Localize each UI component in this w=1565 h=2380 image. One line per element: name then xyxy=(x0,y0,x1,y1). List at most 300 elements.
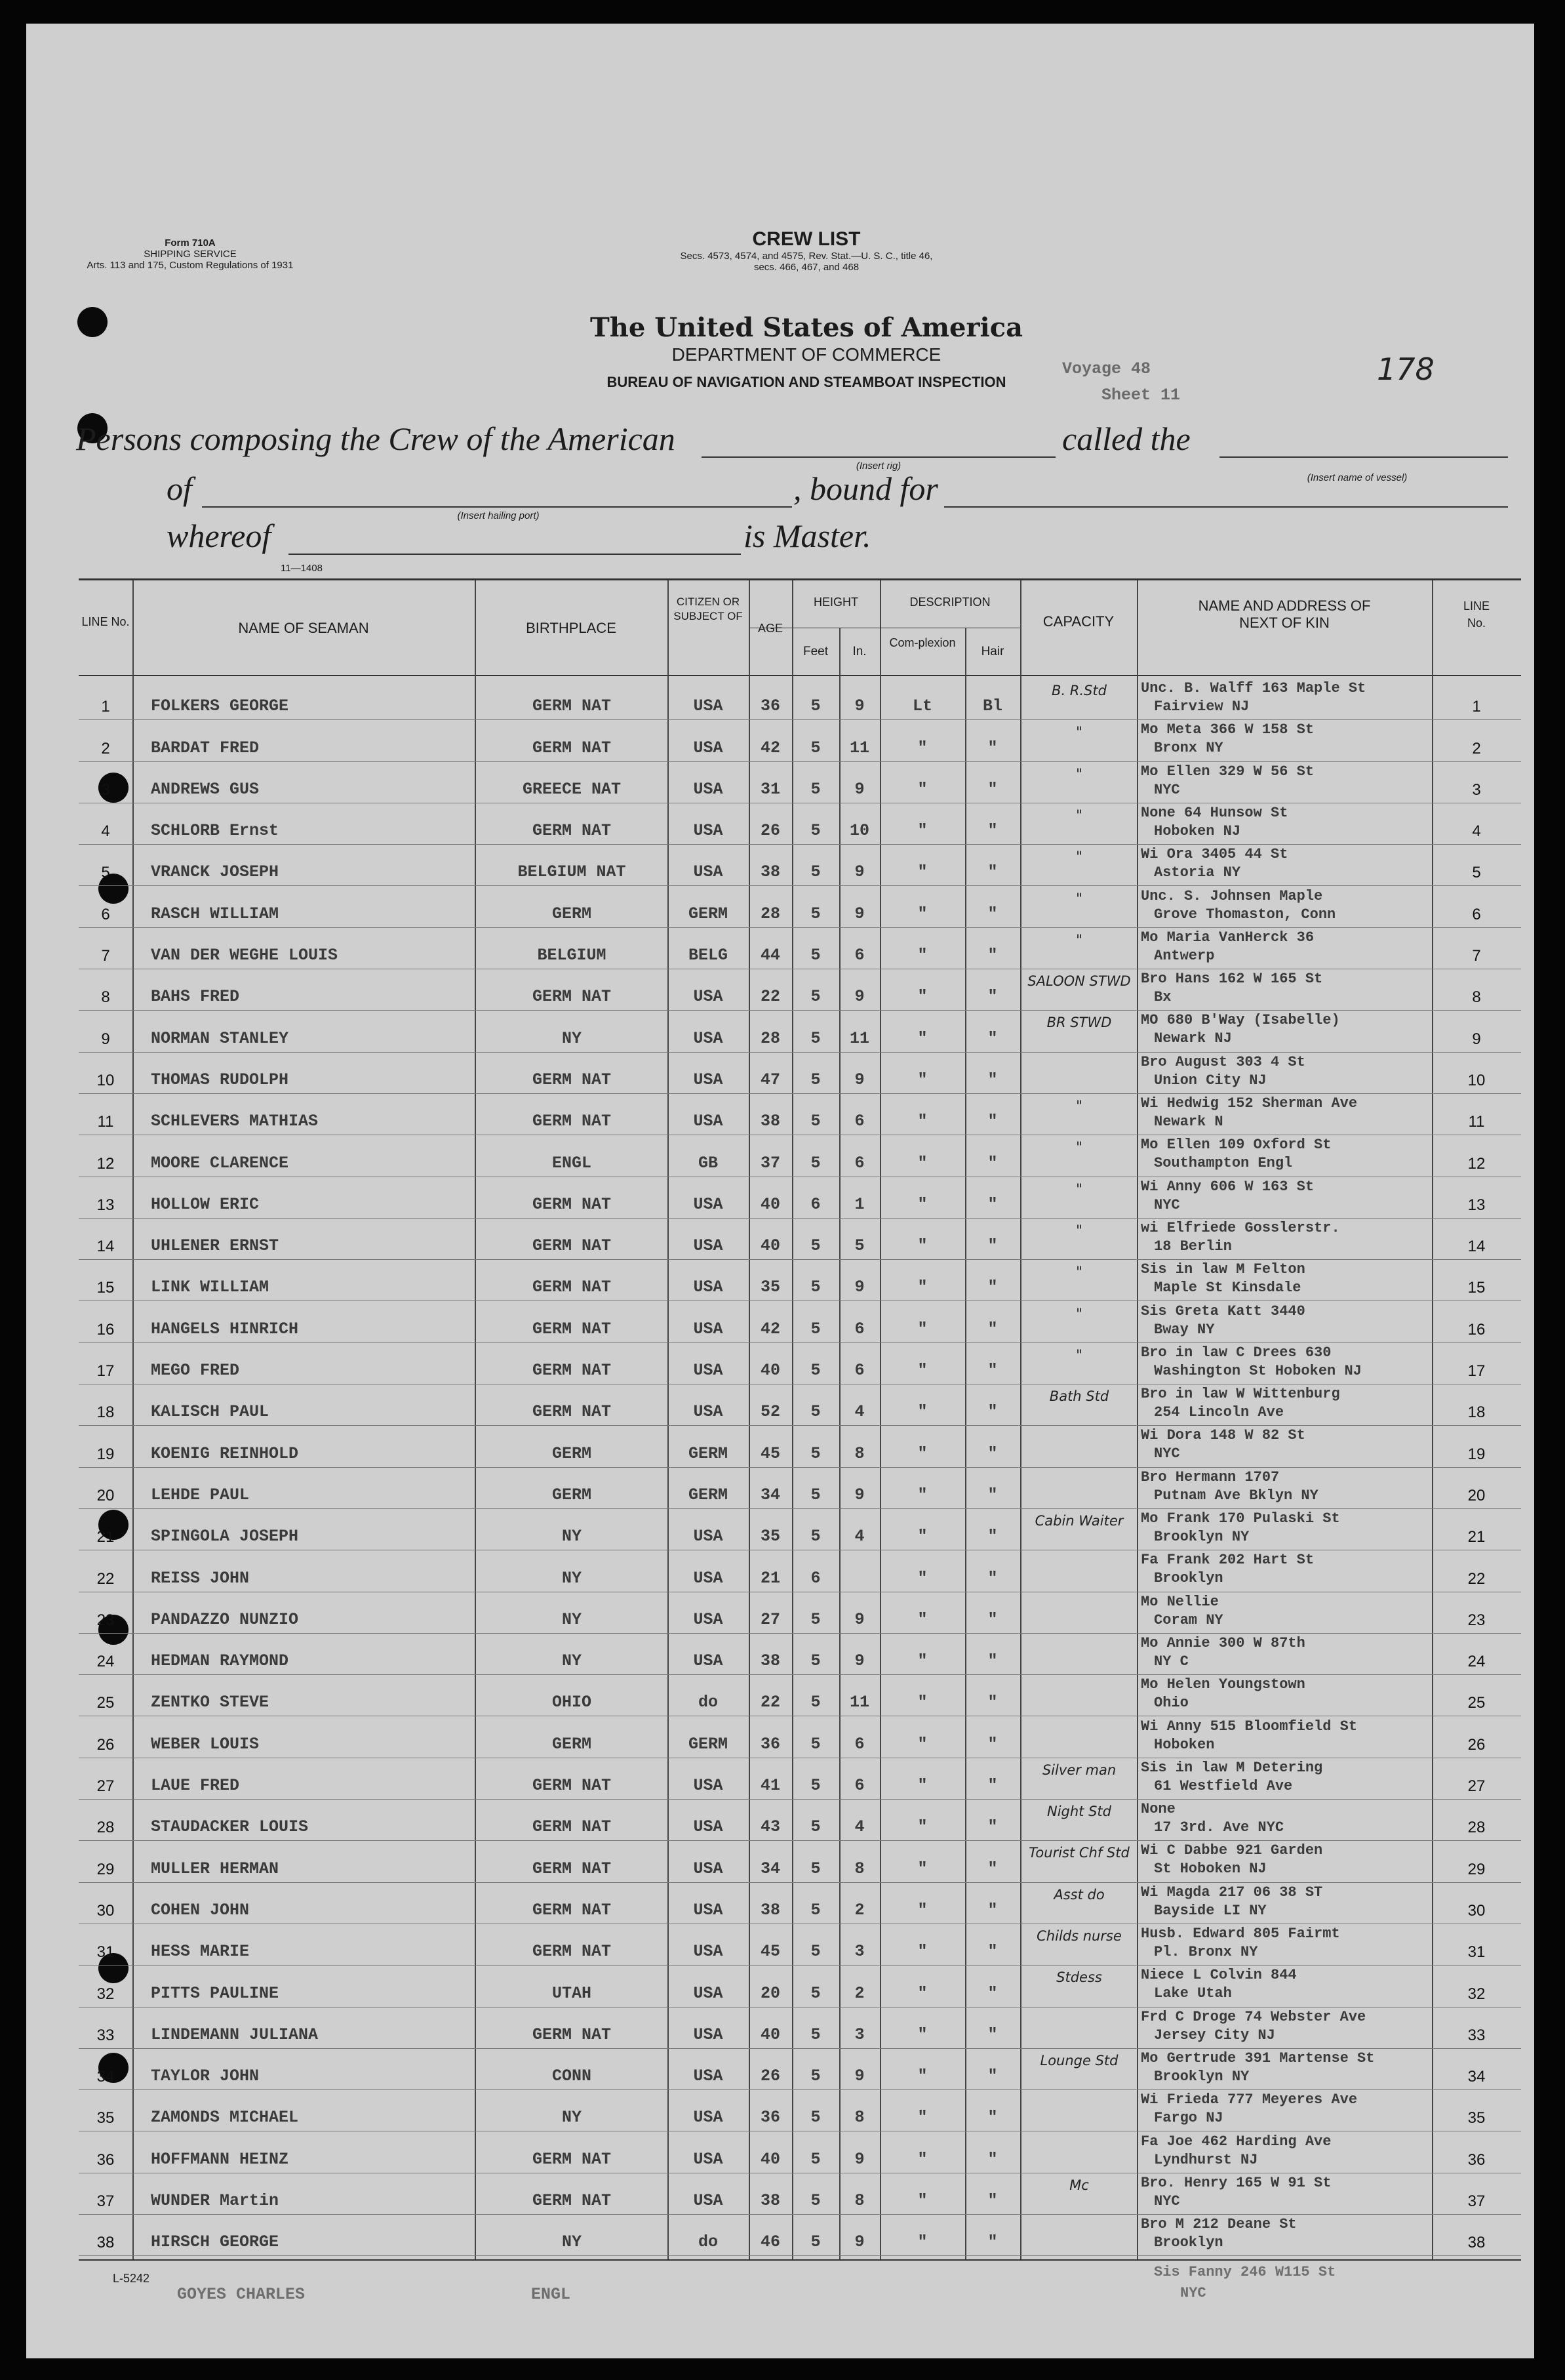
preamble-line2-b: , bound for xyxy=(793,470,938,507)
table-row xyxy=(79,1509,1521,1550)
cell-cap: Asst do xyxy=(1054,1886,1105,1903)
cell-birth: NY xyxy=(561,1651,582,1671)
line-number: 37 xyxy=(96,2192,115,2211)
cell-kin-line2: NYC xyxy=(1154,1445,1180,1462)
cell-kin-line2: Grove Thomaston, Conn xyxy=(1154,906,1336,923)
cell-kin-line1: Niece L Colvin 844 xyxy=(1141,1967,1297,1984)
cell-kin-line1: Unc. S. Johnsen Maple xyxy=(1141,887,1323,904)
line-number-right: 32 xyxy=(1467,1985,1486,2003)
cell-birth: NY xyxy=(561,1609,582,1629)
cell-age: 42 xyxy=(760,1319,780,1339)
cell-cit: USA xyxy=(693,1236,723,1256)
header-feet: Feet xyxy=(802,645,829,658)
cell-cit: USA xyxy=(693,1942,723,1962)
cell-in: 4 xyxy=(854,1527,865,1546)
cell-cit: USA xyxy=(693,1028,723,1048)
cell-hair: " xyxy=(987,862,998,882)
cell-birth: GERM NAT xyxy=(532,1278,612,1297)
line-number-right: 28 xyxy=(1467,1819,1486,1837)
rig-blank xyxy=(702,456,1056,458)
cell-kin-line1: Mo Ellen 109 Oxford St xyxy=(1141,1137,1332,1154)
cell-cit: USA xyxy=(693,1194,723,1214)
cell-birth: GERM NAT xyxy=(532,1236,612,1256)
cell-kin-line1: MO 680 B'Way (Isabelle) xyxy=(1141,1012,1340,1029)
cell-cit: GERM xyxy=(688,1443,728,1463)
cell-cap: Tourist Chf Std xyxy=(1029,1845,1130,1861)
header-birthplace: BIRTHPLACE xyxy=(526,620,616,636)
cell-ft: 5 xyxy=(810,1070,821,1089)
cell-comp: " xyxy=(917,2067,928,2086)
table-row xyxy=(79,1343,1521,1384)
cell-kin-line2: Bronx NY xyxy=(1154,740,1223,757)
cell-comp: " xyxy=(917,1609,928,1629)
cell-cit: GB xyxy=(698,1153,718,1173)
cell-in: 9 xyxy=(854,1070,865,1089)
line-number-right: 33 xyxy=(1467,2026,1486,2044)
cell-in: 9 xyxy=(854,1609,865,1629)
line-number-right: 37 xyxy=(1467,2192,1486,2211)
cell-in: 6 xyxy=(854,946,865,965)
cell-name: RASCH WILLIAM xyxy=(151,904,279,923)
table-row xyxy=(79,2049,1521,2090)
cell-kin-line1: Wi C Dabbe 921 Garden xyxy=(1141,1842,1323,1859)
cell-name: KOENIG REINHOLD xyxy=(151,1443,299,1463)
cell-cit: USA xyxy=(693,2025,723,2044)
line-number-right: 13 xyxy=(1467,1196,1486,1214)
cell-age: 46 xyxy=(760,2232,780,2252)
cell-age: 40 xyxy=(760,1361,780,1381)
cell-hair: " xyxy=(987,1817,998,1837)
line-number: 1 xyxy=(101,698,110,716)
cell-kin-line2: Lake Utah xyxy=(1154,1985,1232,2002)
line-number: 2 xyxy=(101,739,110,757)
cell-age: 35 xyxy=(760,1527,780,1546)
cell-age: 26 xyxy=(760,821,780,841)
cell-cit: GERM xyxy=(688,1485,728,1504)
table-row xyxy=(79,2173,1521,2215)
cell-age: 40 xyxy=(760,2149,780,2169)
cell-in: 11 xyxy=(849,738,869,757)
cell-hair: " xyxy=(987,1983,998,2003)
cell-kin-line2: Bx xyxy=(1154,989,1172,1006)
cell-cit: USA xyxy=(693,1070,723,1089)
cell-cit: USA xyxy=(693,1402,723,1422)
cell-comp: " xyxy=(917,862,928,882)
cell-age: 40 xyxy=(760,1194,780,1214)
cell-comp: " xyxy=(917,2232,928,2252)
cell-cap: " xyxy=(1076,1222,1082,1238)
line-number: 16 xyxy=(96,1320,115,1339)
cell-kin-line1: Fa Frank 202 Hart St xyxy=(1141,1552,1315,1569)
cell-name: SCHLEVERS MATHIAS xyxy=(151,1112,319,1131)
line-number-right: 27 xyxy=(1467,1777,1486,1796)
cell-cap: Cabin Waiter xyxy=(1035,1513,1124,1529)
cell-birth: GERM NAT xyxy=(532,696,612,716)
cell-birth: BELGIUM NAT xyxy=(517,862,626,882)
cell-birth: CONN xyxy=(551,2067,591,2086)
cell-kin-line2: NY C xyxy=(1154,1653,1189,1670)
destination-blank xyxy=(944,506,1508,508)
cell-hair: " xyxy=(987,1153,998,1173)
table-row xyxy=(79,1219,1521,1260)
cell-hair: Bl xyxy=(982,696,1002,716)
cell-name: BARDAT FRED xyxy=(151,738,260,757)
cell-cap: Lounge Std xyxy=(1040,2052,1119,2068)
cell-birth: NY xyxy=(561,1568,582,1588)
port-blank xyxy=(202,506,792,508)
cell-kin-line1: Bro Hermann 1707 xyxy=(1141,1468,1280,1485)
line-number: 21 xyxy=(96,1528,115,1546)
cell-cit: USA xyxy=(693,1527,723,1546)
cell-kin-line2: NYC xyxy=(1154,1196,1180,1213)
table-row xyxy=(79,1177,1521,1219)
cell-kin-line1: Mo Meta 366 W 158 St xyxy=(1141,721,1315,738)
cell-cit: USA xyxy=(693,1609,723,1629)
cell-comp: " xyxy=(917,1485,928,1504)
cell-comp: Lt xyxy=(912,696,932,716)
cell-ft: 5 xyxy=(810,1236,821,1256)
line-number: 15 xyxy=(96,1279,115,1297)
line-number: 6 xyxy=(101,905,110,923)
cell-comp: " xyxy=(917,2149,928,2169)
cell-birth: GERM NAT xyxy=(532,1942,612,1962)
cell-kin-line1: Wi Magda 217 06 38 ST xyxy=(1141,1884,1323,1901)
cell-hair: " xyxy=(987,1776,998,1796)
cell-hair: " xyxy=(987,1112,998,1131)
cell-cap: B. R.Std xyxy=(1052,683,1107,698)
line-number: 24 xyxy=(96,1653,115,1671)
cell-kin-line2: Ohio xyxy=(1154,1695,1189,1712)
cell-cit: USA xyxy=(693,1651,723,1671)
cell-comp: " xyxy=(917,1070,928,1089)
cell-birth: OHIO xyxy=(551,1693,591,1712)
line-number: 18 xyxy=(96,1403,115,1422)
cell-hair: " xyxy=(987,1693,998,1712)
cell-kin-line2: Washington St Hoboken NJ xyxy=(1154,1362,1362,1379)
line-number: 30 xyxy=(96,1901,115,1920)
cell-cit: USA xyxy=(693,987,723,1007)
cell-age: 26 xyxy=(760,2067,780,2086)
cell-ft: 5 xyxy=(810,1361,821,1381)
cell-cit: USA xyxy=(693,2191,723,2211)
line-number-right: 21 xyxy=(1467,1528,1486,1546)
cell-hair: " xyxy=(987,779,998,799)
line-number: 12 xyxy=(96,1154,115,1173)
cell-hair: " xyxy=(987,2149,998,2169)
cell-birth: GERM NAT xyxy=(532,1859,612,1878)
cell-birth: GERM NAT xyxy=(532,1402,612,1422)
cell-birth: GERM NAT xyxy=(532,2149,612,2169)
cell-age: 34 xyxy=(760,1485,780,1504)
cell-name: HEDMAN RAYMOND xyxy=(151,1651,289,1671)
cell-age: 43 xyxy=(760,1817,780,1837)
cell-kin-line2: Fargo NJ xyxy=(1154,2110,1223,2127)
line-number-right: 17 xyxy=(1467,1362,1486,1381)
cell-in: 5 xyxy=(854,1236,865,1256)
cell-comp: " xyxy=(917,1776,928,1796)
cell-name: COHEN JOHN xyxy=(151,1900,250,1920)
cell-kin-line2: Putnam Ave Bklyn NY xyxy=(1154,1487,1318,1504)
cell-name: LAUE FRED xyxy=(151,1776,240,1796)
cell-hair: " xyxy=(987,1859,998,1878)
cell-age: 22 xyxy=(760,1693,780,1712)
cell-kin-line1: Wi Ora 3405 44 St xyxy=(1141,846,1288,863)
cell-comp: " xyxy=(917,1153,928,1173)
line-number: 11 xyxy=(97,1113,114,1131)
table-row xyxy=(79,1883,1521,1924)
table-row xyxy=(79,1592,1521,1634)
cell-birth: UTAH xyxy=(551,1983,591,2003)
cell-age: 36 xyxy=(760,696,780,716)
cell-cit: USA xyxy=(693,862,723,882)
cell-name: MEGO FRED xyxy=(151,1361,240,1381)
cell-kin-line2: Hoboken NJ xyxy=(1154,822,1241,839)
cell-ft: 5 xyxy=(810,1527,821,1546)
cell-comp: " xyxy=(917,779,928,799)
cell-hair: " xyxy=(987,2232,998,2252)
cell-kin-line1: Bro August 303 4 St xyxy=(1141,1053,1305,1070)
cell-comp: " xyxy=(917,946,928,965)
header-inches: In. xyxy=(852,645,867,658)
cell-hair: " xyxy=(987,1278,998,1297)
cell-hair: " xyxy=(987,1070,998,1089)
cell-ft: 5 xyxy=(810,2025,821,2044)
cell-in: 6 xyxy=(854,1776,865,1796)
cell-age: 31 xyxy=(760,779,780,799)
line-number-right: 34 xyxy=(1467,2068,1486,2086)
cell-cit: USA xyxy=(693,1900,723,1920)
cell-cap: Mc xyxy=(1069,2177,1089,2193)
cell-in: 11 xyxy=(849,1693,869,1712)
cell-name: MOORE CLARENCE xyxy=(151,1153,289,1173)
cell-kin-line1: Wi Dora 148 W 82 St xyxy=(1141,1427,1305,1444)
cell-kin-line2: Maple St Kinsdale xyxy=(1154,1280,1301,1297)
cell-age: 40 xyxy=(760,2025,780,2044)
cell-birth: GERM NAT xyxy=(532,2025,612,2044)
cell-cit: GERM xyxy=(688,904,728,923)
preamble-line2-a: of xyxy=(167,470,192,507)
cell-in: 9 xyxy=(854,862,865,882)
title-block xyxy=(577,228,1036,273)
preamble-line3-a: whereof xyxy=(167,517,271,554)
cell-birth: GERM NAT xyxy=(532,2191,612,2211)
cell-kin-line2: Brooklyn NY xyxy=(1154,2068,1250,2085)
line-number-right: 22 xyxy=(1467,1569,1486,1588)
cell-hair: " xyxy=(987,738,998,757)
cell-comp: " xyxy=(917,2108,928,2128)
line-number-right: 20 xyxy=(1467,1486,1486,1504)
cell-age: 40 xyxy=(760,1236,780,1256)
cell-hair: " xyxy=(987,946,998,965)
cell-in: 9 xyxy=(854,2067,865,2086)
line-number-right: 4 xyxy=(1472,822,1481,841)
cell-cap: Childs nurse xyxy=(1037,1928,1122,1944)
cell-cit: USA xyxy=(693,2108,723,2128)
cell-ft: 5 xyxy=(810,2108,821,2128)
cell-name: NORMAN STANLEY xyxy=(151,1028,289,1048)
cell-name: REISS JOHN xyxy=(151,1568,250,1588)
cell-cit: USA xyxy=(693,696,723,716)
cell-ft: 5 xyxy=(810,1402,821,1422)
form-id-block xyxy=(66,237,315,271)
cell-kin-line1: Bro in law C Drees 630 xyxy=(1141,1344,1332,1361)
table-row xyxy=(79,1094,1521,1135)
cell-cit: USA xyxy=(693,2067,723,2086)
voyage-stamp: Voyage 48 xyxy=(1062,359,1151,378)
line-number: 26 xyxy=(96,1735,115,1754)
cell-kin-line1: Mo Gertrude 391 Martense St xyxy=(1141,2049,1375,2067)
cell-age: 35 xyxy=(760,1278,780,1297)
cell-in: 6 xyxy=(854,1361,865,1381)
cell-kin-line1: Unc. B. Walff 163 Maple St xyxy=(1141,680,1366,696)
line-number: 27 xyxy=(96,1777,115,1796)
header-age: AGE xyxy=(757,622,783,635)
cell-name: SPINGOLA JOSEPH xyxy=(151,1527,299,1546)
header-description: DESCRIPTION xyxy=(909,595,991,609)
form-service: SHIPPING SERVICE xyxy=(144,249,237,260)
cell-name: LINDEMANN JULIANA xyxy=(151,2025,319,2044)
table-row xyxy=(79,845,1521,886)
cell-hair: " xyxy=(987,904,998,923)
cell-ft: 5 xyxy=(810,1693,821,1712)
cell-in: 9 xyxy=(854,696,865,716)
cell-cap: " xyxy=(1076,1264,1082,1280)
cell-ft: 5 xyxy=(810,1278,821,1297)
cell-birth: NY xyxy=(561,1527,582,1546)
table-row xyxy=(79,762,1521,803)
cell-hair: " xyxy=(987,1568,998,1588)
header-name: NAME OF SEAMAN xyxy=(238,620,369,636)
cell-kin-line1: Mo Frank 170 Pulaski St xyxy=(1141,1510,1340,1527)
cell-age: 41 xyxy=(760,1776,780,1796)
cell-comp: " xyxy=(917,1361,928,1381)
cell-hair: " xyxy=(987,1361,998,1381)
cell-cap: " xyxy=(1076,807,1082,823)
cell-kin-line2: NYC xyxy=(1154,2192,1180,2209)
master-blank xyxy=(288,554,741,555)
cell-comp: " xyxy=(917,1651,928,1671)
cell-name: ZENTKO STEVE xyxy=(151,1693,269,1712)
vessel-blank xyxy=(1219,456,1508,458)
cell-kin-line1: Frd C Droge 74 Webster Ave xyxy=(1141,2008,1366,2025)
cell-ft: 5 xyxy=(810,779,821,799)
cell-birth: GERM NAT xyxy=(532,1070,612,1089)
cell-ft: 5 xyxy=(810,1112,821,1131)
cell-hair: " xyxy=(987,1028,998,1048)
table-row xyxy=(79,679,1521,720)
cell-age: 34 xyxy=(760,1859,780,1878)
cell-age: 28 xyxy=(760,904,780,923)
cell-birth: GERM NAT xyxy=(532,1319,612,1339)
cell-in: 8 xyxy=(854,2191,865,2211)
cell-ft: 5 xyxy=(810,2067,821,2086)
cell-name: LINK WILLIAM xyxy=(151,1278,269,1297)
cell-kin-line1: Bro in law W Wittenburg xyxy=(1141,1386,1340,1403)
line-number-right: 6 xyxy=(1472,905,1481,923)
cell-ft: 5 xyxy=(810,1776,821,1796)
cell-age: 36 xyxy=(760,2108,780,2128)
overflow-name: GOYES CHARLES xyxy=(177,2285,306,2304)
cell-name: HOLLOW ERIC xyxy=(151,1194,260,1214)
cell-comp: " xyxy=(917,904,928,923)
cell-comp: " xyxy=(917,1028,928,1048)
cell-in: 11 xyxy=(849,1028,869,1048)
cell-hair: " xyxy=(987,1900,998,1920)
table-row xyxy=(79,1011,1521,1052)
cell-cap: " xyxy=(1076,890,1082,906)
cell-in: 1 xyxy=(854,1194,865,1214)
cell-comp: " xyxy=(917,1236,928,1256)
cell-cit: USA xyxy=(693,2149,723,2169)
cell-age: 45 xyxy=(760,1443,780,1463)
table-row xyxy=(79,887,1521,928)
table-row xyxy=(79,1468,1521,1509)
cell-ft: 5 xyxy=(810,904,821,923)
overflow-kin-2: NYC xyxy=(1180,2285,1206,2301)
line-number: 10 xyxy=(96,1071,115,1089)
header-next-of-kin: NAME AND ADDRESS OF NEXT OF KIN xyxy=(1198,597,1371,631)
table-row xyxy=(79,1966,1521,2007)
line-number: 36 xyxy=(96,2150,115,2169)
cell-cap: " xyxy=(1076,1305,1082,1321)
cell-age: 38 xyxy=(760,1112,780,1131)
cell-hair: " xyxy=(987,2108,998,2128)
table-row xyxy=(79,1260,1521,1301)
cell-hair: " xyxy=(987,1319,998,1339)
cell-age: 27 xyxy=(760,1609,780,1629)
cell-cit: USA xyxy=(693,1568,723,1588)
cell-comp: " xyxy=(917,987,928,1007)
line-number: 5 xyxy=(101,864,110,882)
cell-birth: NY xyxy=(561,2232,582,2252)
cell-ft: 6 xyxy=(810,1194,821,1214)
cell-kin-line2: Astoria NY xyxy=(1154,864,1241,881)
cell-cit: USA xyxy=(693,738,723,757)
cell-in: 6 xyxy=(854,1153,865,1173)
cell-cit: USA xyxy=(693,1361,723,1381)
line-number-right: 18 xyxy=(1467,1403,1486,1422)
line-number-right: 1 xyxy=(1472,698,1481,716)
header-line-no: LINE No. xyxy=(81,615,130,628)
cell-hair: " xyxy=(987,1609,998,1629)
cell-birth: GERM NAT xyxy=(532,1900,612,1920)
cell-kin-line2: Southampton Engl xyxy=(1154,1155,1293,1172)
cell-cap: Silver man xyxy=(1042,1762,1117,1778)
cell-ft: 5 xyxy=(810,1319,821,1339)
cell-kin-line2: 18 Berlin xyxy=(1154,1238,1232,1255)
cell-birth: GERM NAT xyxy=(532,1776,612,1796)
cell-ft: 5 xyxy=(810,1900,821,1920)
sheet-stamp: Sheet 11 xyxy=(1101,386,1181,405)
cell-name: BAHS FRED xyxy=(151,987,240,1007)
line-number: 20 xyxy=(96,1486,115,1504)
cell-name: UHLENER ERNST xyxy=(151,1236,279,1256)
cell-birth: GERM NAT xyxy=(532,1194,612,1214)
cell-in: 9 xyxy=(854,904,865,923)
cell-cit: USA xyxy=(693,1319,723,1339)
cell-age: 42 xyxy=(760,738,780,757)
row-rule xyxy=(79,2255,1521,2256)
cell-ft: 6 xyxy=(810,1568,821,1588)
cell-kin-line1: Sis in law M Detering xyxy=(1141,1759,1323,1776)
cell-comp: " xyxy=(917,1194,928,1214)
cell-kin-line2: Bway NY xyxy=(1154,1321,1215,1338)
cell-name: FOLKERS GEORGE xyxy=(151,696,289,716)
cell-in: 3 xyxy=(854,2025,865,2044)
cell-ft: 5 xyxy=(810,1609,821,1629)
cell-kin-line1: Bro. Henry 165 W 91 St xyxy=(1141,2174,1332,2191)
cell-in: 9 xyxy=(854,2232,865,2252)
